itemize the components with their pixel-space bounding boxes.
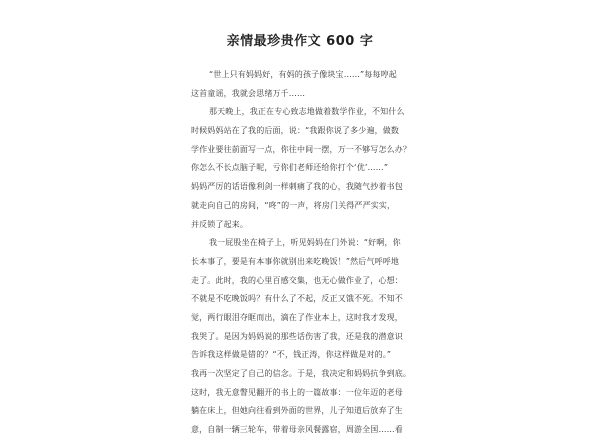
- body-line: 那天晚上，我正在专心致志地做着数学作业，不知什么: [209, 107, 405, 117]
- body-line: 我哭了。是因为妈妈说的那些话伤害了我，还是我的潜意识: [191, 331, 403, 341]
- body-line: 长本事了，要是有本事你就别出来吃晚饭！”然后气呼呼地: [191, 256, 400, 266]
- body-line: 走了。此时，我的心里百感交集，也无心做作业了，心想：: [191, 275, 403, 285]
- document-title: 亲情最珍贵作文 600 字: [226, 34, 374, 49]
- body-line: 告诉我这样做是错的？“不，钱正涛，你这样做是对的。”: [191, 350, 392, 360]
- body-line: 学作业要往前面写一点，你往中间一摆，万一不够写怎么办？: [191, 144, 411, 154]
- body-line: 时候妈妈站在了我的后面，说：“我跟你说了多少遍，做数: [191, 126, 400, 136]
- body-line: 意，自制一辆三轮车，带着母亲风餐露宿，周游全国……看: [191, 425, 403, 435]
- body-line: 妈妈严厉的话语像利剑一样刺痛了我的心，我随气抄着书包: [191, 182, 403, 192]
- body-line: 不就是不吃晚饭吗？有什么了不起，反正又饿不死。不知不: [191, 294, 403, 304]
- body-line: 并反锁了起来。: [191, 219, 249, 229]
- body-line: “世上只有妈妈好，有妈的孩子像块宝……”每每哼起: [209, 70, 397, 79]
- body-line: 这首童谣，我就会思绪万千……: [191, 88, 306, 98]
- document-body: [191, 66, 411, 440]
- body-line: 躺在床上，但她向往看到外面的世界，儿子知道后放弃了生: [191, 406, 403, 416]
- body-line: 就走向自己的房间，“咚”的一声，将房门关得严严实实，: [191, 200, 396, 210]
- body-line: 觉，两行眼泪夺眶而出，滴在了作业本上，这时我才发现，: [191, 312, 403, 322]
- body-line: 我再一次坚定了自己的信念。于是，我决定和妈妈抗争到底。: [191, 369, 411, 378]
- body-line: 你怎么不长点脑子呢，亏你们老师还给你打个‘优’……”: [191, 163, 389, 173]
- body-line: 我一屁股坐在椅子上，听见妈妈在门外说：“好啊，你: [209, 238, 401, 248]
- body-line: 这时，我无意瞥见翻开的书上的一篇故事：一位年迈的老母: [191, 387, 403, 397]
